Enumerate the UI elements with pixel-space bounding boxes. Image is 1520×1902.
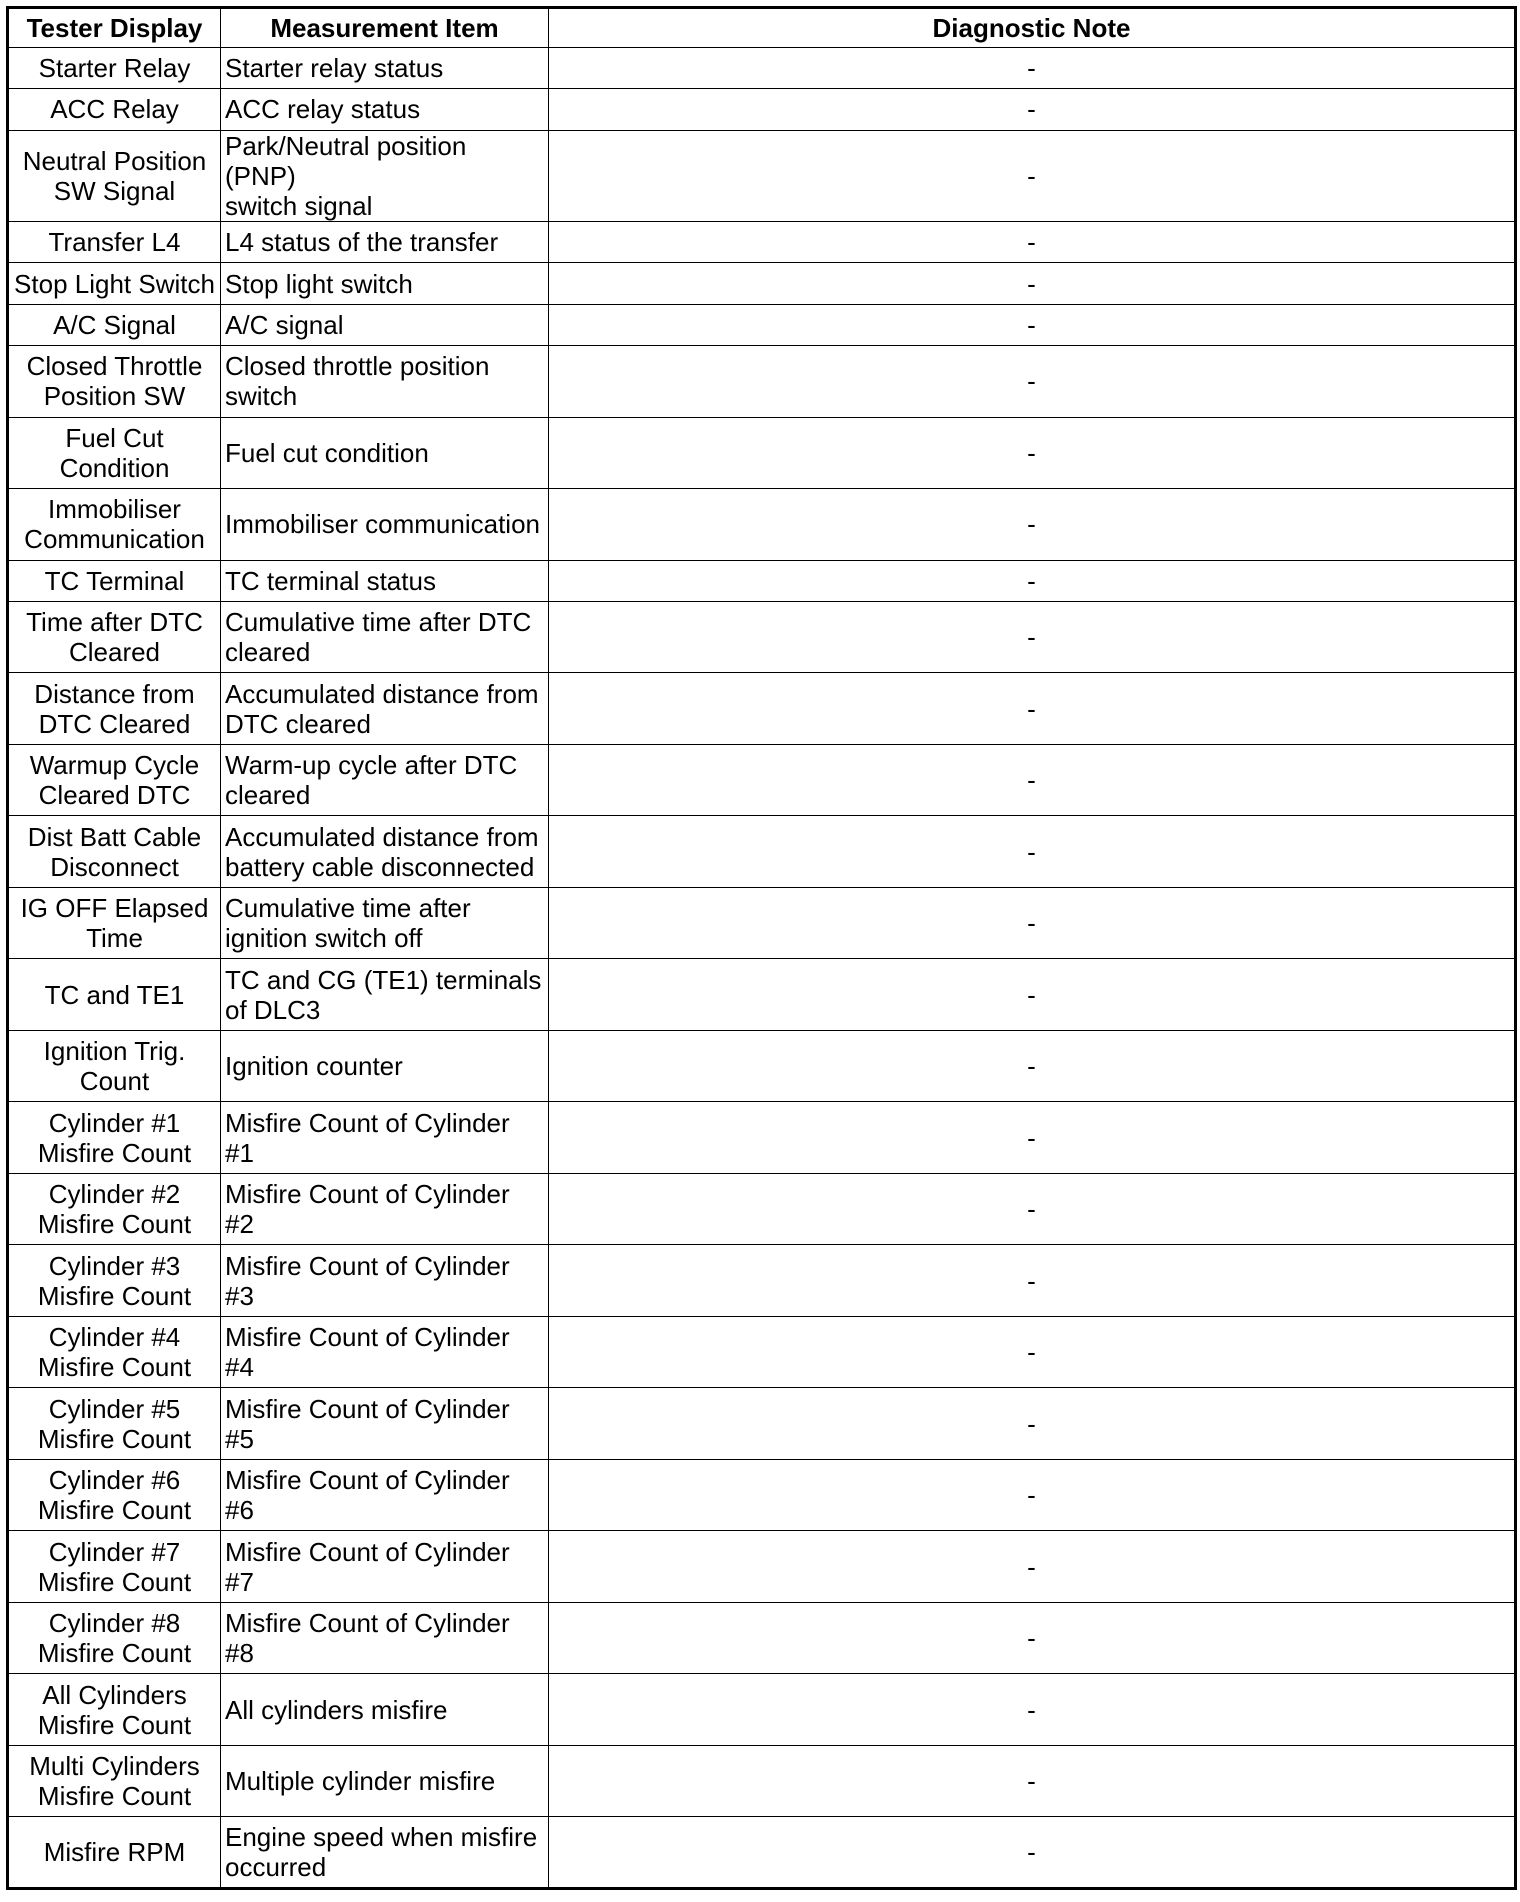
diagnostic-note-cell bbox=[549, 263, 1516, 304]
measurement-item-cell bbox=[221, 1674, 549, 1746]
tester-display-cell bbox=[8, 1173, 221, 1245]
diagnostic-note-cell bbox=[549, 744, 1516, 816]
diagnostic-note-cell-text: - bbox=[1027, 53, 1036, 84]
diagnostic-note-cell-text: - bbox=[1027, 1337, 1036, 1368]
measurement-item-cell-text: Stop light switch bbox=[225, 268, 413, 299]
diagnostic-note-cell-text: - bbox=[1027, 1551, 1036, 1582]
measurement-item-cell-text: Misfire Count of Cylinder #8 bbox=[225, 1608, 510, 1669]
tester-display-cell bbox=[8, 560, 221, 601]
table-row bbox=[8, 560, 1516, 601]
diagnostic-note-cell bbox=[549, 959, 1516, 1031]
tester-display-cell-text: Neutral Position SW Signal bbox=[22, 145, 207, 206]
diagnostic-note-cell-text: - bbox=[1027, 509, 1036, 540]
measurement-item-cell-text: Misfire Count of Cylinder #4 bbox=[225, 1322, 510, 1383]
diagnostic-note-cell-text: - bbox=[1027, 1694, 1036, 1725]
tester-display-cell-text: Misfire RPM bbox=[43, 1837, 186, 1868]
table-row bbox=[8, 1173, 1516, 1245]
diagnostic-note-cell-text: - bbox=[1027, 309, 1036, 340]
tester-display-cell-text: Dist Batt Cable Disconnect bbox=[27, 821, 202, 882]
table-row bbox=[8, 1531, 1516, 1603]
tester-display-cell-text: Cylinder #6 Misfire Count bbox=[37, 1465, 192, 1526]
data-list-table bbox=[6, 6, 1517, 1890]
measurement-item-cell bbox=[221, 48, 549, 89]
table-row bbox=[8, 1388, 1516, 1460]
table-row bbox=[8, 130, 1516, 222]
diagnostic-note-cell-text: - bbox=[1027, 437, 1036, 468]
diagnostic-note-cell-text: - bbox=[1027, 1194, 1036, 1225]
diagnostic-note-cell bbox=[549, 816, 1516, 888]
diagnostic-note-cell bbox=[549, 1245, 1516, 1317]
table-row bbox=[8, 222, 1516, 263]
diagnostic-note-cell-text: - bbox=[1027, 268, 1036, 299]
diagnostic-note-cell bbox=[549, 304, 1516, 345]
tester-display-cell bbox=[8, 89, 221, 130]
table-row bbox=[8, 89, 1516, 130]
diagnostic-note-cell-text: - bbox=[1027, 1623, 1036, 1654]
tester-display-cell-text: Fuel Cut Condition bbox=[59, 422, 170, 483]
tester-display-cell bbox=[8, 222, 221, 263]
diagnostic-note-cell bbox=[549, 346, 1516, 418]
diagnostic-note-cell bbox=[549, 48, 1516, 89]
diagnostic-note-cell-text: - bbox=[1027, 565, 1036, 596]
table-row bbox=[8, 489, 1516, 561]
tester-display-cell bbox=[8, 816, 221, 888]
tester-display-cell bbox=[8, 489, 221, 561]
diagnostic-note-cell bbox=[549, 1602, 1516, 1674]
measurement-item-cell bbox=[221, 816, 549, 888]
tester-display-cell-text: IG OFF Elapsed Time bbox=[20, 893, 209, 954]
tester-display-cell bbox=[8, 1245, 221, 1317]
measurement-item-cell-text: ACC relay status bbox=[225, 94, 421, 125]
tester-display-cell-text: Stop Light Switch bbox=[14, 268, 215, 299]
tester-display-cell bbox=[8, 1817, 221, 1889]
measurement-item-cell-text: Cumulative time after ignition switch off bbox=[225, 893, 471, 954]
table-row bbox=[8, 816, 1516, 888]
table-row bbox=[8, 1817, 1516, 1889]
diagnostic-note-cell-text: - bbox=[1027, 160, 1036, 191]
diagnostic-note-cell bbox=[549, 1745, 1516, 1817]
measurement-item-cell bbox=[221, 560, 549, 601]
diagnostic-note-cell-text: - bbox=[1027, 622, 1036, 653]
tester-display-cell bbox=[8, 601, 221, 673]
header-tester-display: Tester Display bbox=[8, 8, 221, 48]
table-row bbox=[8, 1459, 1516, 1531]
measurement-item-cell-text: Warm-up cycle after DTC cleared bbox=[225, 750, 518, 811]
tester-display-cell-text: TC Terminal bbox=[44, 565, 185, 596]
table-row bbox=[8, 417, 1516, 489]
diagnostic-note-cell-text: - bbox=[1027, 1480, 1036, 1511]
measurement-item-cell bbox=[221, 1745, 549, 1817]
table-row bbox=[8, 673, 1516, 745]
diagnostic-note-cell-text: - bbox=[1027, 94, 1036, 125]
measurement-item-cell bbox=[221, 1388, 549, 1460]
tester-display-cell bbox=[8, 1030, 221, 1102]
measurement-item-cell bbox=[221, 601, 549, 673]
tester-display-cell-text: ACC Relay bbox=[50, 94, 179, 125]
diagnostic-note-cell bbox=[549, 1459, 1516, 1531]
diagnostic-note-cell-text: - bbox=[1027, 765, 1036, 796]
measurement-item-cell-text: Accumulated distance from DTC cleared bbox=[225, 678, 539, 739]
tester-display-cell bbox=[8, 304, 221, 345]
tester-display-cell bbox=[8, 263, 221, 304]
measurement-item-cell bbox=[221, 89, 549, 130]
diagnostic-note-cell-text: - bbox=[1027, 227, 1036, 258]
measurement-item-cell-text: Closed throttle position switch bbox=[225, 351, 490, 412]
tester-display-cell bbox=[8, 1531, 221, 1603]
tester-display-cell-text: Immobiliser Communication bbox=[24, 494, 205, 555]
header-row bbox=[8, 8, 1516, 48]
measurement-item-cell-text: Immobiliser communication bbox=[225, 509, 540, 540]
measurement-item-cell bbox=[221, 1531, 549, 1603]
measurement-item-cell bbox=[221, 130, 549, 222]
diagnostic-note-cell bbox=[549, 1030, 1516, 1102]
tester-display-cell bbox=[8, 346, 221, 418]
table-row bbox=[8, 959, 1516, 1031]
tester-display-cell-text: Ignition Trig. Count bbox=[43, 1036, 186, 1097]
diagnostic-note-cell bbox=[549, 560, 1516, 601]
measurement-item-cell-text: Accumulated distance from battery cable disconnected bbox=[225, 821, 539, 882]
table-row bbox=[8, 263, 1516, 304]
table-row bbox=[8, 1245, 1516, 1317]
tester-display-cell-text: Starter Relay bbox=[38, 53, 191, 84]
measurement-item-cell-text: Misfire Count of Cylinder #7 bbox=[225, 1536, 510, 1597]
tester-display-cell-text: Closed Throttle Position SW bbox=[26, 351, 203, 412]
tester-display-cell bbox=[8, 673, 221, 745]
tester-display-cell-text: Cylinder #2 Misfire Count bbox=[37, 1179, 192, 1240]
diagnostic-note-cell bbox=[549, 1173, 1516, 1245]
measurement-item-cell bbox=[221, 222, 549, 263]
tester-display-cell bbox=[8, 417, 221, 489]
table-row bbox=[8, 48, 1516, 89]
measurement-item-cell-text: All cylinders misfire bbox=[225, 1694, 448, 1725]
measurement-item-cell bbox=[221, 346, 549, 418]
table-row bbox=[8, 1316, 1516, 1388]
diagnostic-note-cell bbox=[549, 89, 1516, 130]
measurement-item-cell-text: TC and CG (TE1) terminals of DLC3 bbox=[225, 964, 542, 1025]
diagnostic-note-cell bbox=[549, 1674, 1516, 1746]
measurement-item-cell bbox=[221, 304, 549, 345]
measurement-item-cell bbox=[221, 744, 549, 816]
measurement-item-cell bbox=[221, 1459, 549, 1531]
table-row bbox=[8, 1102, 1516, 1174]
diagnostic-note-cell-text: - bbox=[1027, 979, 1036, 1010]
table-row bbox=[8, 1745, 1516, 1817]
measurement-item-cell-text: TC terminal status bbox=[225, 565, 436, 596]
tester-display-cell-text: Cylinder #3 Misfire Count bbox=[37, 1250, 192, 1311]
diagnostic-note-cell-text: - bbox=[1027, 693, 1036, 724]
tester-display-cell bbox=[8, 48, 221, 89]
tester-display-cell bbox=[8, 1602, 221, 1674]
diagnostic-note-cell bbox=[549, 130, 1516, 222]
tester-display-cell bbox=[8, 1388, 221, 1460]
measurement-item-cell bbox=[221, 1102, 549, 1174]
tester-display-cell-text: Cylinder #4 Misfire Count bbox=[37, 1322, 192, 1383]
tester-display-cell bbox=[8, 1459, 221, 1531]
diagnostic-note-cell-text: - bbox=[1027, 1265, 1036, 1296]
diagnostic-note-cell-text: - bbox=[1027, 1408, 1036, 1439]
measurement-item-cell-text: Misfire Count of Cylinder #3 bbox=[225, 1250, 510, 1311]
table-row bbox=[8, 601, 1516, 673]
measurement-item-cell bbox=[221, 1245, 549, 1317]
tester-display-cell-text: Cylinder #5 Misfire Count bbox=[37, 1393, 192, 1454]
tester-display-cell-text: Cylinder #7 Misfire Count bbox=[37, 1536, 192, 1597]
measurement-item-cell-text: Park/Neutral position (PNP) switch signal bbox=[225, 130, 467, 221]
measurement-item-cell-text: Misfire Count of Cylinder #5 bbox=[225, 1393, 510, 1454]
measurement-item-cell-text: Engine speed when misfire occurred bbox=[225, 1822, 538, 1883]
measurement-item-cell bbox=[221, 1316, 549, 1388]
diagnostic-note-cell bbox=[549, 601, 1516, 673]
table-body bbox=[8, 48, 1516, 1889]
measurement-item-cell-text: Starter relay status bbox=[225, 53, 444, 84]
table-row bbox=[8, 887, 1516, 959]
diagnostic-note-cell bbox=[549, 1817, 1516, 1889]
measurement-item-cell-text: Cumulative time after DTC cleared bbox=[225, 607, 532, 668]
tester-display-cell bbox=[8, 1674, 221, 1746]
measurement-item-cell bbox=[221, 489, 549, 561]
tester-display-cell-text: Warmup Cycle Cleared DTC bbox=[29, 750, 200, 811]
diagnostic-note-cell bbox=[549, 1388, 1516, 1460]
table-row bbox=[8, 1030, 1516, 1102]
diagnostic-note-cell bbox=[549, 673, 1516, 745]
measurement-item-cell bbox=[221, 263, 549, 304]
measurement-item-cell-text: A/C signal bbox=[225, 309, 344, 340]
measurement-item-cell-text: Multiple cylinder misfire bbox=[225, 1766, 496, 1797]
tester-display-cell-text: Multi Cylinders Misfire Count bbox=[29, 1751, 200, 1812]
tester-display-cell bbox=[8, 959, 221, 1031]
measurement-item-cell bbox=[221, 417, 549, 489]
header-diagnostic-note: Diagnostic Note bbox=[549, 8, 1516, 48]
diagnostic-note-cell bbox=[549, 489, 1516, 561]
measurement-item-cell bbox=[221, 1030, 549, 1102]
table-row bbox=[8, 346, 1516, 418]
measurement-item-cell bbox=[221, 1173, 549, 1245]
measurement-item-cell-text: Misfire Count of Cylinder #6 bbox=[225, 1465, 510, 1526]
diagnostic-note-cell bbox=[549, 1102, 1516, 1174]
measurement-item-cell-text: Fuel cut condition bbox=[225, 437, 429, 468]
tester-display-cell bbox=[8, 744, 221, 816]
diagnostic-note-cell-text: - bbox=[1027, 1122, 1036, 1153]
measurement-item-cell-text: Misfire Count of Cylinder #2 bbox=[225, 1179, 510, 1240]
tester-display-cell bbox=[8, 1745, 221, 1817]
tester-display-cell-text: A/C Signal bbox=[53, 309, 176, 340]
measurement-item-cell-text: L4 status of the transfer bbox=[225, 227, 499, 258]
table-row bbox=[8, 744, 1516, 816]
diagnostic-note-cell bbox=[549, 1531, 1516, 1603]
diagnostic-note-cell bbox=[549, 417, 1516, 489]
tester-display-cell bbox=[8, 1102, 221, 1174]
diagnostic-note-cell-text: - bbox=[1027, 908, 1036, 939]
table-row bbox=[8, 304, 1516, 345]
table-row bbox=[8, 1602, 1516, 1674]
measurement-item-cell-text: Ignition counter bbox=[225, 1051, 403, 1082]
tester-display-cell bbox=[8, 130, 221, 222]
measurement-item-cell bbox=[221, 1602, 549, 1674]
diagnostic-note-cell-text: - bbox=[1027, 1766, 1036, 1797]
table-row bbox=[8, 1674, 1516, 1746]
diagnostic-note-cell-text: - bbox=[1027, 1051, 1036, 1082]
diagnostic-note-cell-text: - bbox=[1027, 836, 1036, 867]
tester-display-cell bbox=[8, 887, 221, 959]
diagnostic-note-cell bbox=[549, 887, 1516, 959]
measurement-item-cell bbox=[221, 1817, 549, 1889]
diagnostic-note-cell bbox=[549, 1316, 1516, 1388]
diagnostic-note-cell bbox=[549, 222, 1516, 263]
tester-display-cell-text: Time after DTC Cleared bbox=[26, 607, 203, 668]
diagnostic-note-cell-text: - bbox=[1027, 366, 1036, 397]
tester-display-cell-text: Cylinder #8 Misfire Count bbox=[37, 1608, 192, 1669]
diagnostic-note-cell-text: - bbox=[1027, 1837, 1036, 1868]
tester-display-cell-text: Transfer L4 bbox=[48, 227, 181, 258]
measurement-item-cell bbox=[221, 959, 549, 1031]
measurement-item-cell bbox=[221, 887, 549, 959]
header-measurement-item: Measurement Item bbox=[221, 8, 549, 48]
measurement-item-cell bbox=[221, 673, 549, 745]
tester-display-cell bbox=[8, 1316, 221, 1388]
tester-display-cell-text: All Cylinders Misfire Count bbox=[37, 1679, 192, 1740]
tester-display-cell-text: TC and TE1 bbox=[44, 979, 185, 1010]
tester-display-cell-text: Distance from DTC Cleared bbox=[34, 678, 195, 739]
tester-display-cell-text: Cylinder #1 Misfire Count bbox=[37, 1107, 192, 1168]
measurement-item-cell-text: Misfire Count of Cylinder #1 bbox=[225, 1107, 510, 1168]
